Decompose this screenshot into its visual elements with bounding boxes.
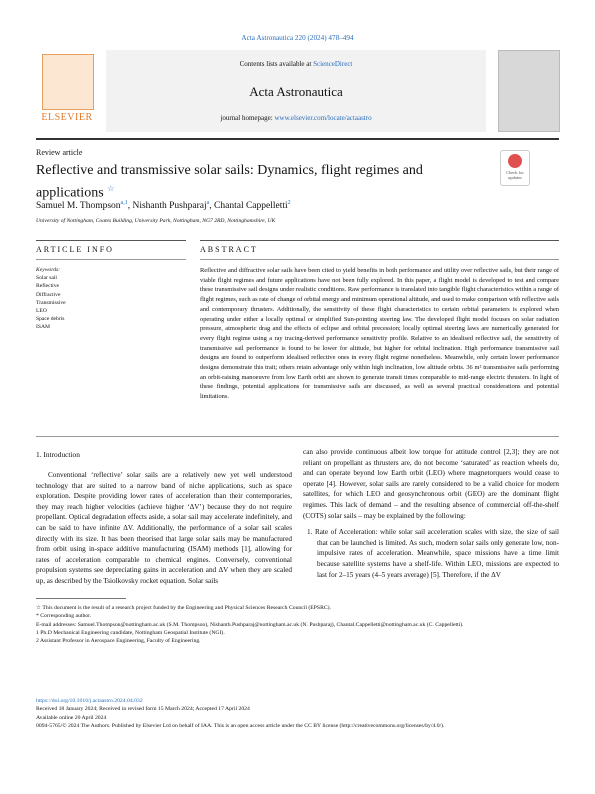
keywords-block bbox=[36, 266, 186, 332]
journal-name: Acta Astronautica bbox=[249, 84, 343, 99]
author-name[interactable]: Samuel M. Thompson bbox=[36, 201, 121, 212]
title-footnote-marker[interactable]: ☆ bbox=[107, 184, 115, 193]
footnote: ☆ This document is the result of a research project funded by the Engineering and Physical Sciences Research Council (EPSRC). bbox=[36, 605, 331, 611]
paper-title bbox=[36, 162, 466, 203]
author-marks[interactable]: a bbox=[206, 200, 210, 206]
received-dates: Received 18 January 2024; Received in revised form 15 March 2024; Accepted 17 April 2024 bbox=[36, 706, 250, 713]
keyword: Solar sail bbox=[36, 275, 57, 282]
homepage-link[interactable]: www.elsevier.com/locate/actaastro bbox=[274, 114, 372, 122]
contents-line bbox=[106, 60, 486, 68]
article-info-rule bbox=[36, 240, 186, 241]
publisher-name: ELSEVIER bbox=[41, 112, 93, 123]
author-marks[interactable]: a,1 bbox=[120, 200, 128, 206]
elsevier-logo[interactable] bbox=[36, 50, 98, 128]
footnote: * Corresponding author. bbox=[36, 613, 92, 620]
footnote: 1 Ph.D Mechanical Engineering candidate, Nottingham Geospatial Institute (NGI). bbox=[36, 629, 225, 636]
keywords-rule bbox=[36, 259, 186, 260]
keyword: Space debris bbox=[36, 316, 65, 323]
contents-prefix: Contents lists available at bbox=[239, 60, 314, 68]
abstract-text: Reflective and diffractive solar sails have been cited to yield benefits in both performance and utility over reflective sails, but their range of viable flight regimes and future applications have not been fully explored. In this paper, a flight model is developed to test and compare these transmissive sail designs under realistic conditions. Raw performance is translated into tangible flight characteristics within a range of flight regimes, such as rate of change of orbital energy and minimum operational altitude, and used to make comparison with reflective sails and contemporary thrusters. Additionally, the sensitivity of these flight characteristics to certain orbital parameters is explored when operating under either a locally optimal or simplified Sun-pointing steering law. The developed flight model focuses on solar radiation pressure, atmospheric drag and the effects of eclipse and orbital precession; locally optimal steering laws are numerically generated for every flight regime using a ray tracing-derived performance sensitivity profile. Relative to an idealised reflective sail, the sensitivity of transmissive sail performance is found to be lower for altitude, but higher for orbital inclination. High performance transmissive sail designs are found to outperform idealised reflective ones in every flight regime nonetheless. Meanwhile, only certain lower performance designs demonstrate this trait; others retain advantage only within high inclination, low altitude orbits. 36 m² transmissive sails performing an orbit-raising manoeuvre from low Earth orbit are shown to generate transit times comparable to mid-range electric thrusters. In light of these findings, potential applications for transmissive sails are discussed, as well as several practical considerations and potential limitations. bbox=[200, 267, 559, 401]
article-info-heading: ARTICLE INFO bbox=[36, 245, 114, 254]
homepage-line bbox=[106, 114, 486, 122]
abstract-top-rule bbox=[200, 259, 559, 260]
crossmark-icon bbox=[508, 154, 522, 168]
footnote-emails[interactable]: E-mail addresses: Samuel.Thompson@nottingham.ac.uk (S.M. Thompson), Nishanth.Pushparaj@nottingham.ac.uk (N. Pushparaj), Chantal.Cappelletti@nottingham.ac.uk (C. Cappelletti). bbox=[36, 621, 464, 628]
affiliation: University of Nottingham, Coates Building, University Park, Nottingham, NG7 2RD, Nottinghamshire, UK bbox=[36, 218, 276, 224]
body-column-left bbox=[36, 470, 292, 587]
journal-cover-image[interactable] bbox=[498, 50, 560, 132]
crossmark-label: Check for updates bbox=[506, 170, 524, 180]
keyword: LEO bbox=[36, 308, 47, 315]
doi-link[interactable]: https://doi.org/10.1016/j.actaastro.2024.04.032 bbox=[36, 698, 143, 704]
crossmark-badge[interactable] bbox=[500, 150, 530, 186]
header-divider bbox=[36, 138, 559, 140]
footnote-rule bbox=[36, 598, 126, 599]
author-marks[interactable]: 2 bbox=[287, 200, 291, 206]
keywords-label: Keywords: bbox=[36, 267, 61, 273]
footnotes bbox=[36, 604, 559, 645]
intro-paragraph: Conventional ‘reflective’ solar sails are a relatively new yet well understood technology that are suited to a narrow band of niche applications, such as space exploration. Despite providing lower rates of acceleration than their contemporaries, they may reach higher velocities (achieve higher ‘ΔV’) because they do not require propellant. Optical degradation effects aside, a solar sail may accelerate indefinitely, and can be said to have infinite ΔV. Additionally, the performance of a solar sail scales directly with its size. It has been theorised that large solar sails may be manufactured from orbit using in-space additive manufacturing (ISAM) methods [1], allowing for rates of acceleration comparable to chemical engines. Conversely, conventional propulsion systems see depreciating gains in acceleration and ΔV when they are scaled up, as described by the Tsiolkovsky rocket equation. Solar sails bbox=[36, 471, 292, 585]
article-type: Review article bbox=[36, 148, 83, 157]
author-name[interactable]: Nishanth Pushparaj bbox=[132, 201, 207, 212]
abstract-bottom-rule bbox=[36, 436, 559, 437]
body-column-right bbox=[303, 447, 559, 580]
sciencedirect-link[interactable]: ScienceDirect bbox=[313, 60, 353, 68]
journal-header bbox=[36, 50, 559, 132]
keyword: Transmissive bbox=[36, 299, 66, 306]
journal-reference[interactable]: Acta Astronautica 220 (2024) 478–494 bbox=[241, 34, 354, 42]
header-center bbox=[106, 50, 486, 132]
abstract-heading: ABSTRACT bbox=[200, 245, 258, 254]
keyword: Diffractive bbox=[36, 291, 61, 298]
intro-paragraph-continued: can also provide continuous albeit low torque for attitude control [2,3]; they are not reliant on propellant as thrusters are, do not become ‘saturated’ as reaction wheels do, and can operate beyond low Earth orbit (LEO) where magnetorquers would cease to operate [4]. However, solar sails are rarely considered to be a valid choice for modern satellites, for which LEO and geosynchronous orbit (GEO) are the dominant flight regimes. This lack of demand – and the resulting absence of commercial off-the-shelf (COTS) solar sails – may be explained by the following: bbox=[303, 448, 559, 520]
paper-title-text: Reflective and transmissive solar sails: Dynamics, flight regimes and applications bbox=[36, 163, 423, 201]
keyword: ISAM bbox=[36, 324, 50, 331]
list-item: 1. Rate of Acceleration: while solar sail acceleration scales with size, the size of sail that can be launched is limited. As such, modern solar sails only generate low, non-impulsive rates of acceleration. Meanwhile, space missions have a time limit because satellite systems have a shelf-life. Within LEO, missions are expected to last for 2–15 years (4–5 years average) [5]. Therefore, if the ΔV bbox=[307, 528, 559, 579]
homepage-prefix: journal homepage: bbox=[220, 114, 275, 122]
elsevier-tree-icon bbox=[42, 54, 94, 110]
section-heading-introduction: 1. Introduction bbox=[36, 450, 80, 459]
abstract-rule bbox=[200, 240, 559, 241]
license-text[interactable]: 0094-5765/© 2024 The Authors. Published by Elsevier Ltd on behalf of IAA. This is an open access article under the CC BY license (http://creativecommons.org/licenses/by/4.0/). bbox=[36, 722, 445, 729]
keyword: Reflective bbox=[36, 283, 59, 290]
footnote: 2 Assistant Professor in Aerospace Engineering, Faculty of Engineering. bbox=[36, 638, 201, 645]
author-name[interactable]: Chantal Cappelletti bbox=[214, 201, 288, 212]
author-list: Samuel M. Thompson$^{a,1}$, Nishanth Pushparaj$^a$, Chantal Cappelletti$^2$ bbox=[36, 200, 291, 212]
publication-info bbox=[36, 697, 559, 730]
available-online: Available online 20 April 2024 bbox=[36, 714, 107, 721]
